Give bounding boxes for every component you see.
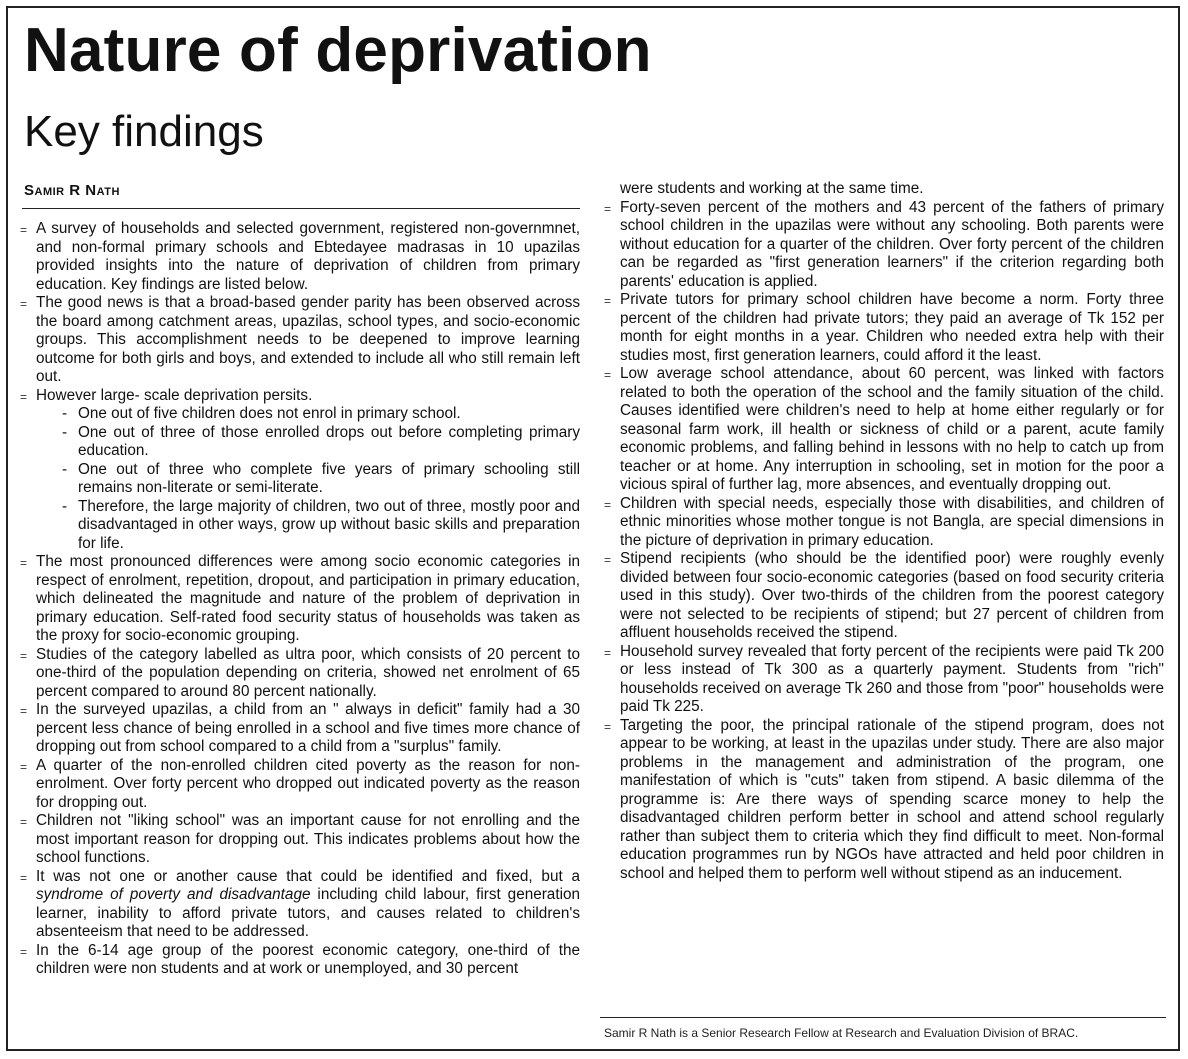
- finding-7: = A quarter of the non-enrolled children cited poverty as the reason for non-enrolment. Over forty percent who dropped out indicated poverty as the reason for dropping out.: [18, 757, 580, 813]
- byline-divider: [22, 208, 580, 209]
- finding-13: = Low average school attendance, about 60 percent, was linked with factors related to both the operation of the school and the family situation of the child. Causes identified were children's need to help at home either regularly or for seasonal farm work, ill health or sickness of child or a parent, acute family economic problems, and falling behind in lessons with no help to catch up from teacher or at home. Any interruption in schooling, set in motion for the poor a vicious spiral of further lag, more absences, and eventually dropping out.: [602, 365, 1164, 495]
- sub-item: - One out of three of those enrolled drops out before completing primary education.: [36, 424, 580, 461]
- sub-item: - Therefore, the large majority of children, two out of three, mostly poor and disadvantaged in other ways, grow up without basic skills and preparation for life.: [36, 498, 580, 554]
- finding-6: = In the surveyed upazilas, a child from an " always in deficit" family had a 30 percent less chance of being enrolled in a school and five times more chance of dropping out from school compared to a child from a "surplus" family.: [18, 701, 580, 757]
- right-column: [602, 180, 1164, 883]
- finding-8: = Children not "liking school" was an important cause for not enrolling and the most important reason for dropping out. This indicates problems about how the school functions.: [18, 812, 580, 868]
- left-column: [18, 220, 580, 979]
- footer-divider: [600, 1017, 1166, 1018]
- finding-10: = In the 6-14 age group of the poorest economic category, one-third of the children were non students and at work or unemployed, and 30 percent: [18, 942, 580, 979]
- finding-3: [18, 387, 580, 554]
- sub-item: - One out of five children does not enrol in primary school.: [36, 405, 580, 424]
- finding-3-text: However large- scale deprivation persits.: [36, 386, 313, 404]
- finding-2: = The good news is that a broad-based gender parity has been observed across the board among catchment areas, upazilas, school types, and socio-economic groups. This accomplishment needs to be deepened to improve learning outcome for both girls and boys, and extended to include all who still remain left out.: [18, 294, 580, 387]
- page-subtitle: Key findings: [24, 107, 264, 156]
- finding-3-sublist: [36, 405, 580, 553]
- finding-10-continued: were students and working at the same time.: [620, 180, 924, 197]
- author-bio-footer: Samir R Nath is a Senior Research Fellow at Research and Evaluation Division of BRAC.: [604, 1026, 1079, 1040]
- page-title: Nature of deprivation: [24, 16, 652, 85]
- finding-1: = A survey of households and selected government, registered non-governmnet, and non-formal primary schools and Ebtedayee madrasas in 10 upazilas provided insights into the nature of deprivation of children from primary education. Key findings are listed below.: [18, 220, 580, 294]
- finding-4: = The most pronounced differences were among socio economic categories in respect of enrolment, repetition, dropout, and participation in primary education, which delineated the magnitude and nature of the problem of deprivation in primary education. Self-rated food security status of households was taken as the proxy for socio-economic grouping.: [18, 553, 580, 646]
- sub-item: - One out of three who complete five years of primary schooling still remains non-literate or semi-literate.: [36, 461, 580, 498]
- finding-14: = Children with special needs, especially those with disabilities, and children of ethnic minorities whose mother tongue is not Bangla, are special dimensions in the picture of deprivation in primary education.: [602, 495, 1164, 551]
- finding-9-pre: It was not one or another cause that could be identified and fixed, but a: [36, 867, 580, 885]
- finding-16: = Household survey revealed that forty percent of the recipients were paid Tk 200 or less instead of Tk 300 as a quarterly payment. Students from "rich" households received on average Tk 260 and those from "poor" households were paid Tk 225.: [602, 643, 1164, 717]
- finding-11: = Forty-seven percent of the mothers and 43 percent of the fathers of primary school children in the upazilas were without any schooling. Both parents were without education for a quarter of the children. Over forty percent of the children can be regarded as "first generation learners" if the criterion regarding both parents' education is applied.: [602, 199, 1164, 292]
- finding-12: = Private tutors for primary school children have become a norm. Forty three percent of the children had private tutors; they paid an average of Tk 152 per month for eight months in a year. Children who needed extra help with their studies most, first generation learners, could afford it the least.: [602, 291, 1164, 365]
- finding-5: = Studies of the category labelled as ultra poor, which consists of 20 percent to one-third of the population depending on criteria, showed net enrolment of 65 percent compared to around 80 percent nationally.: [18, 646, 580, 702]
- finding-9-post: including child labour, first generation learner, inability to afford private tutors, and causes related to children's absenteeism that need to be addressed.: [36, 886, 580, 940]
- finding-9: [18, 868, 580, 942]
- finding-15: = Stipend recipients (who should be the identified poor) were roughly evenly divided between four socio-economic categories (based on food security criteria used in this study). Over two-thirds of the children from the poorest category were not selected to be recipients of stipend; but 27 percent of children from affluent households received the stipend.: [602, 550, 1164, 643]
- finding-9-emphasis: syndrome of poverty and disadvantage: [36, 886, 311, 903]
- author-byline: Samir R Nath: [24, 182, 120, 199]
- finding-17: = Targeting the poor, the principal rationale of the stipend program, does not appear to be working, at least in the upazilas under study. There are also major problems in the management and administration of the program, one manifestation of which is "cuts" taken from stipend. A basic dilemma of the programme is: Are there ways of spending scarce money to help the disadvantaged children perform better in school and attend school regularly rather than subject them to criteria which they find difficult to meet. Non-formal education programmes run by NGOs have attracted and held poor children in school and helped them to perform well without stipend as an inducement.: [602, 717, 1164, 884]
